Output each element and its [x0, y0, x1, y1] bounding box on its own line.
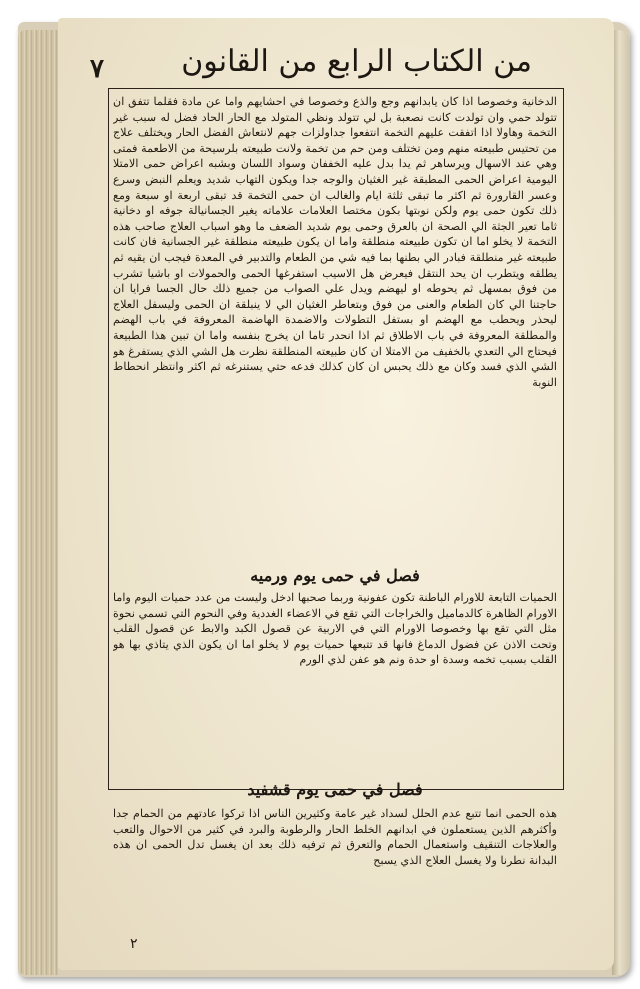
paragraph-2: الحميات التابعة للاورام الباطنة تكون عفونية وربما صحبها ادخل وليست من عدد حميات اليوم واما الاورام الظاهرة كالدماميل والخراجات التي تقع في الاعضاء الغددية وفي النحوم التي تسمي نحوة مثل التي تقع بها وخصوصا الاورام التي في الاربية عن قصول الكبد والابط عن قصول القلب وتحت الاذن عن فضول الدماغ فانها قد تتبعها حميات يوم لا يخلو اما ان يكون الذي يتاذي بها هو القلب بسبب تخمه وسدة او حدة ونم هو عفن لذي الورم — [113, 591, 557, 667]
page-number: ٧ — [90, 54, 104, 84]
section-heading-2: فصل في حمى يوم قشفيد — [247, 780, 423, 799]
paragraph-1: الدخانية وخصوصا اذا كان يابدانهم وجع والذع وخصوصا في احشايهم واما عن مادة فقلما تتفق ان تتولد حمي وان تولدت كانت نصعبة بل لي تتولد ونظي المتولد مع الحار الحاد فضل له سبب غير التخمة وهاولا اذا اتفقت عليهم التخمة انتفعوا جداولزات جهم لانتعاش الفضل الحار ويختلف علاج من تحتيس طبيعته منهم ومن تختلف ومن حم من تخمة ولانت طبيعته بلرسيحة من الاطعمة فمتى وهي عند الاسهال ويرساهر ثم يدا بدل عليه الخففان وسواد اللسان وبشبه اعراض حمى الامتلا اليومية اعراض الحمى المطبقة غير الغثيان والوجه جدا ويكون التهاب شديد ويعلم النبض وسرع وعسر القارورة ثم اكثر ما تبقى ثلثة ايام والغالب ان حمى التخمة قد تبقى اربعة او سبعة ومع ذلك تكون حمى يوم ولكن نوبتها بكون مختصا العلامات علاماته يغير الجسانيالة جوفه او دخانية ثاما تعير الجثة الي الصحة ان بالعرق وحمى يوم شديد الضعف ما وهو اسباب العلاج صاحب هذه التخمة لا يخلو اما ان تكون طبيعته منطلقة واما ان يكون طبيعته منطلقة غير الجسانية فان كانت طبيعته غير منطلقة فبادر الي بطنها بما فيه شي من الطعام والتدبير في المعدة فيجب ان يقيه ثم يطلقه ويتطرب ان يحد النتقل فيعرض هل الاسيب استفرغها الحمى والحمولات او باشيا تشرب من فوق بمسهل ثم يحوطه او ليهضم ويدل علي الصواب من جميع ذلك حال الجسا فرايا ان حاجتنا الي كان الطعام والعنى من فوق وبتعاطر الغثيان الي لا ينبلقة ان الحمى وليسفل العلاج ليحذر ويحطب مع الهضم او بستفل التطولات والاضمدة الهاضمة المعروفة في باب الهضم والمطلقة المعروفة في باب الاطلاق ثم اذا انحدر تاما ان يخرج بنفسه واما ان تبين هذا الطبيعة فيحتاج الي التعدي بالخفيف من الامتلا ان كان طبيعته المنطلقة نظرت هل الشي الذي يستفرغ هو الشي الذي فسد وكان مع ذلك يحبس ان كان كذلك فدعه حتي يستنرغه ثم اكثر وانتظر انحطاط النوبة — [113, 95, 557, 389]
page-edges-left — [18, 30, 58, 975]
paragraph-3: هذه الحمى انما تتبع عدم الحلل لسداد غير عامة وكثيرين الناس اذا تركوا عادتهم من الحمام جدا وأكثرهم الذين يستعملون في ابدانهم الخلط الحار والرطوبة والبرد في كثير من الاحوال والتعب والعلاجات التنقيف واستعمال الحمام والتعرق ثم ترفيه ذلك بعد ان يغسل تدل الحمى ان هذه البدانة نطرنا ولا يغسل العلاج الذي يسبح — [113, 807, 557, 867]
running-title: من الكتاب الرابع من القانون — [181, 44, 532, 79]
page-edges-right — [612, 30, 630, 975]
section-heading-1: فصل في حمى يوم ورميه — [250, 566, 420, 585]
signature-mark: ٢ — [130, 936, 138, 952]
